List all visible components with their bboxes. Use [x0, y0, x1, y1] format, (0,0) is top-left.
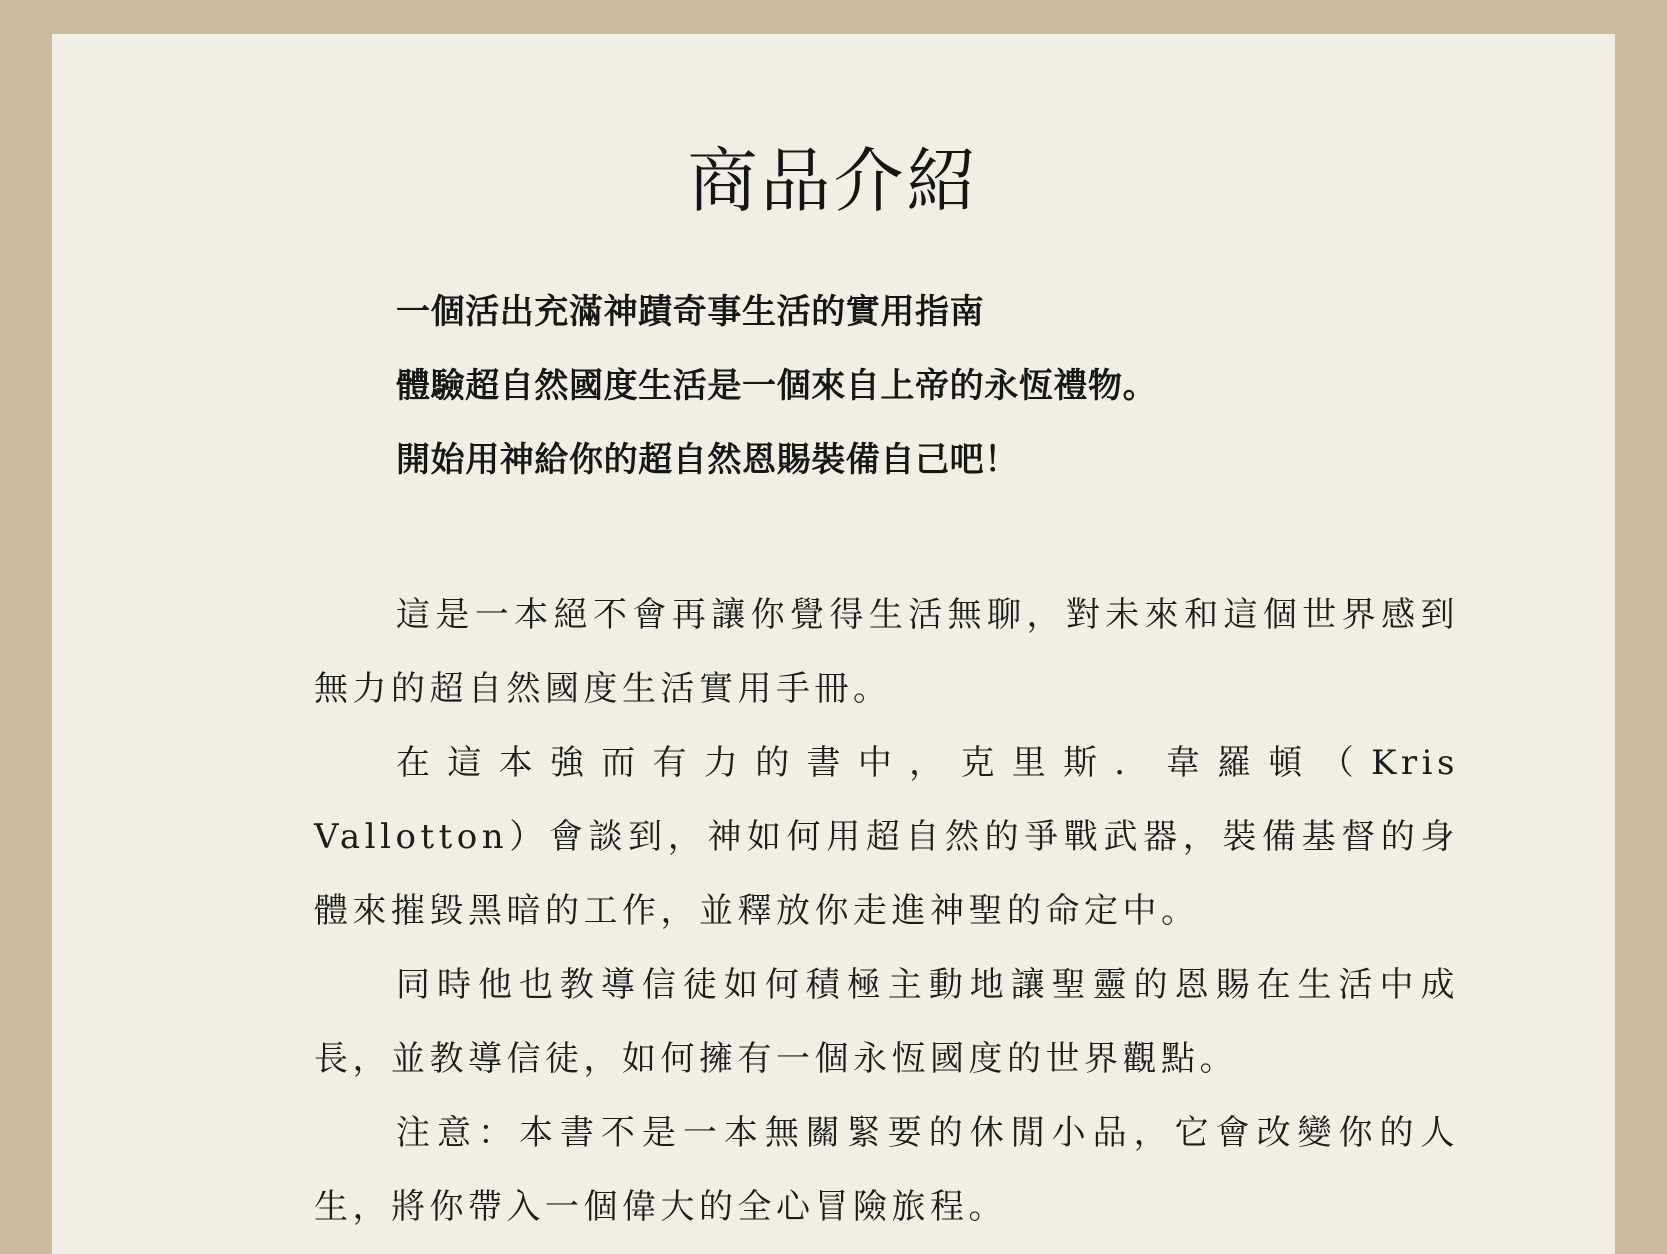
lead-line-2: 體驗超自然國度生活是一個來自上帝的永恆禮物。 — [396, 366, 1158, 406]
description-paragraph-2: 在這本強而有力的書中，克里斯．韋羅頓（Kris Vallotton）會談到，神如何用超自然的爭戰武器，裝備基督的身體來摧毀黑暗的工作，並釋放你走進神聖的命定中。 — [314, 743, 1498, 931]
page-title: 商品介紹 — [687, 140, 980, 222]
description-paragraph-1: 這是一本絕不會再讓你覺得生活無聊，對未來和這個世界感到無力的超自然國度生活實用手冊。 — [314, 595, 1459, 709]
lead-line-1: 一個活出充滿神蹟奇事生活的實用指南 — [396, 292, 985, 332]
product-intro-panel — [52, 34, 1615, 1254]
description-paragraph-4: 注意：本書不是一本無關緊要的休閒小品，它會改變你的人生，將你帶入一個偉大的全心冒險旅程。 — [314, 1113, 1459, 1227]
description-body — [314, 578, 1498, 1244]
description-paragraph-3: 同時他也教導信徒如何積極主動地讓聖靈的恩賜在生活中成長，並教導信徒，如何擁有一個永恆國度的世界觀點。 — [314, 965, 1459, 1079]
lead-line-3: 開始用神給你的超自然恩賜裝備自己吧！ — [396, 440, 1019, 480]
lead-lines — [396, 286, 1157, 508]
